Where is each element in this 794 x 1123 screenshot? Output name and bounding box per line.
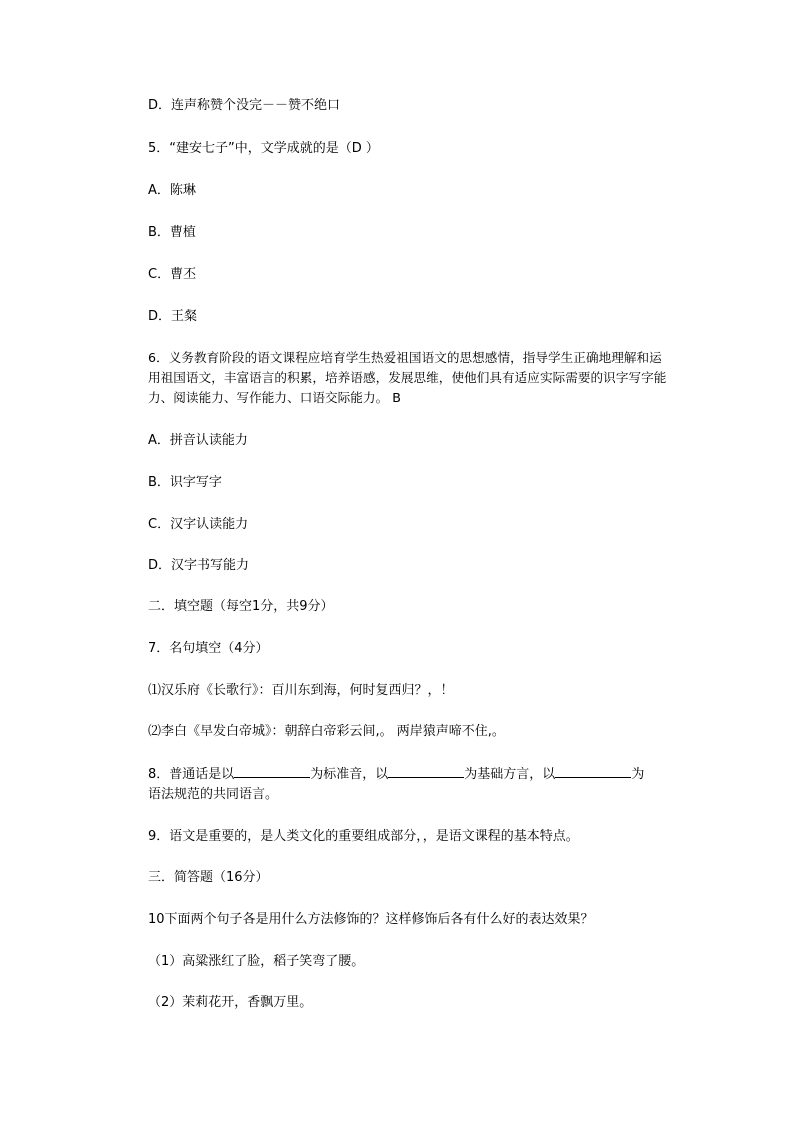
q5-option-b: B．曹植 xyxy=(148,225,196,240)
q6-option-d: D．汉字书写能力 xyxy=(148,558,250,573)
q8-text-2: 为标准音，以 xyxy=(310,767,389,782)
q10-item-1: （1）高粱涨红了脸，稻子笑弯了腰。 xyxy=(148,954,365,969)
q7-item-2: ⑵李白《早发白帝城》：朝辞白帝彩云间,。 两岸猿声啼不住,。 xyxy=(148,724,505,739)
q8-text-1: 8．普通话是以 xyxy=(148,767,235,782)
q5-option-a: A．陈琳 xyxy=(148,183,196,198)
q6-option-c: C．汉字认读能力 xyxy=(148,517,249,532)
q7-stem: 7．名句填空（4分） xyxy=(148,641,269,656)
q6-option-b: B．识字写字 xyxy=(148,475,222,490)
q8-blank-3[interactable] xyxy=(555,765,631,778)
q5-stem: 5．“建安七子”中，文学成就的是（D ） xyxy=(148,141,379,156)
q7-item-1: ⑴汉乐府《长歌行》：百川东到海，何时复西归？，！ xyxy=(148,683,454,698)
q4-option-d: D．连声称赞个没完－－赞不绝口 xyxy=(148,98,341,113)
q8-text-4: 为 xyxy=(631,767,645,782)
section-3-heading: 三．简答题（16分） xyxy=(148,870,269,885)
q6-option-a: A．拼音认读能力 xyxy=(148,433,248,448)
q5-option-c: C．曹丕 xyxy=(148,267,197,282)
q8-blank-2[interactable] xyxy=(388,765,464,778)
section-2-heading: 二．填空题（每空1分，共9分） xyxy=(148,599,334,614)
q9-stem: 9．语文是重要的，是人类文化的重要组成部分，，是语文课程的基本特点。 xyxy=(148,829,579,844)
q10-item-2: （2）茉莉花开，香飘万里。 xyxy=(148,995,313,1010)
q5-option-d: D．王粲 xyxy=(148,309,198,324)
q8-continuation: 语法规范的共同语言。 xyxy=(148,787,279,802)
q8-stem xyxy=(148,765,668,785)
q6-stem: 6．义务教育阶段的语文课程应培育学生热爱祖国语文的思想感情，指导学生正确地理解和运用祖国语文，丰富语言的积累，培养语感，发展思维，使他们具有适应实际需要的识字写字能力、阅读能力、写作能力、口语交际能力。 B xyxy=(148,350,667,405)
q10-stem: 10下面两个句子各是用什么方法修饰的？这样修饰后各有什么好的表达效果？ xyxy=(148,912,594,927)
q8-text-3: 为基础方言，以 xyxy=(464,767,556,782)
q8-blank-1[interactable] xyxy=(234,765,310,778)
